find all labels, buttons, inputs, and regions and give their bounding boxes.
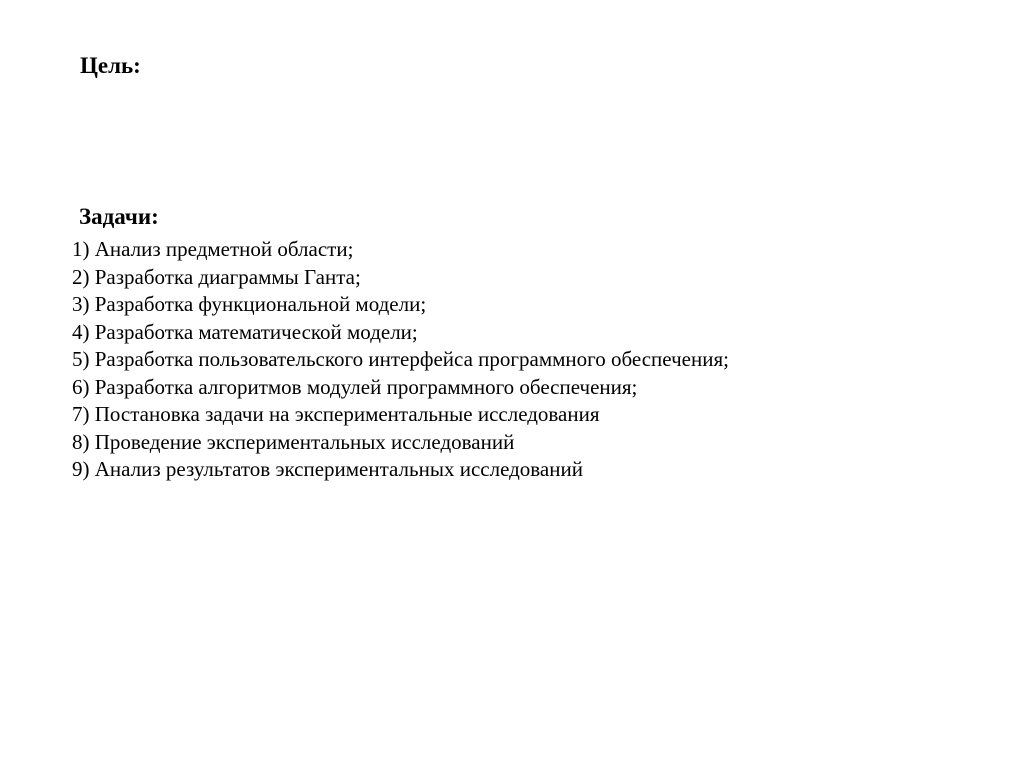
task-item-9: 9) Анализ результатов экспериментальных исследований bbox=[72, 457, 583, 481]
goal-heading: Цель: bbox=[80, 53, 141, 78]
task-item-3: 3) Разработка функциональной модели; bbox=[72, 292, 427, 316]
task-item-5: 5) Разработка пользовательского интерфейса программного обеспечения; bbox=[72, 347, 729, 371]
task-item-1: 1) Анализ предметной области; bbox=[72, 237, 354, 261]
task-item-8: 8) Проведение экспериментальных исследований bbox=[72, 429, 515, 454]
task-item-2: 2) Разработка диаграммы Ганта; bbox=[72, 264, 361, 289]
task-list bbox=[72, 236, 729, 484]
task-item-6: 6) Разработка алгоритмов модулей программного обеспечения; bbox=[72, 374, 638, 399]
tasks-heading: Задачи: bbox=[79, 204, 159, 229]
task-item-4: 4) Разработка математической модели; bbox=[72, 319, 418, 344]
task-item-7: 7) Постановка задачи на экспериментальные исследования bbox=[72, 402, 600, 426]
